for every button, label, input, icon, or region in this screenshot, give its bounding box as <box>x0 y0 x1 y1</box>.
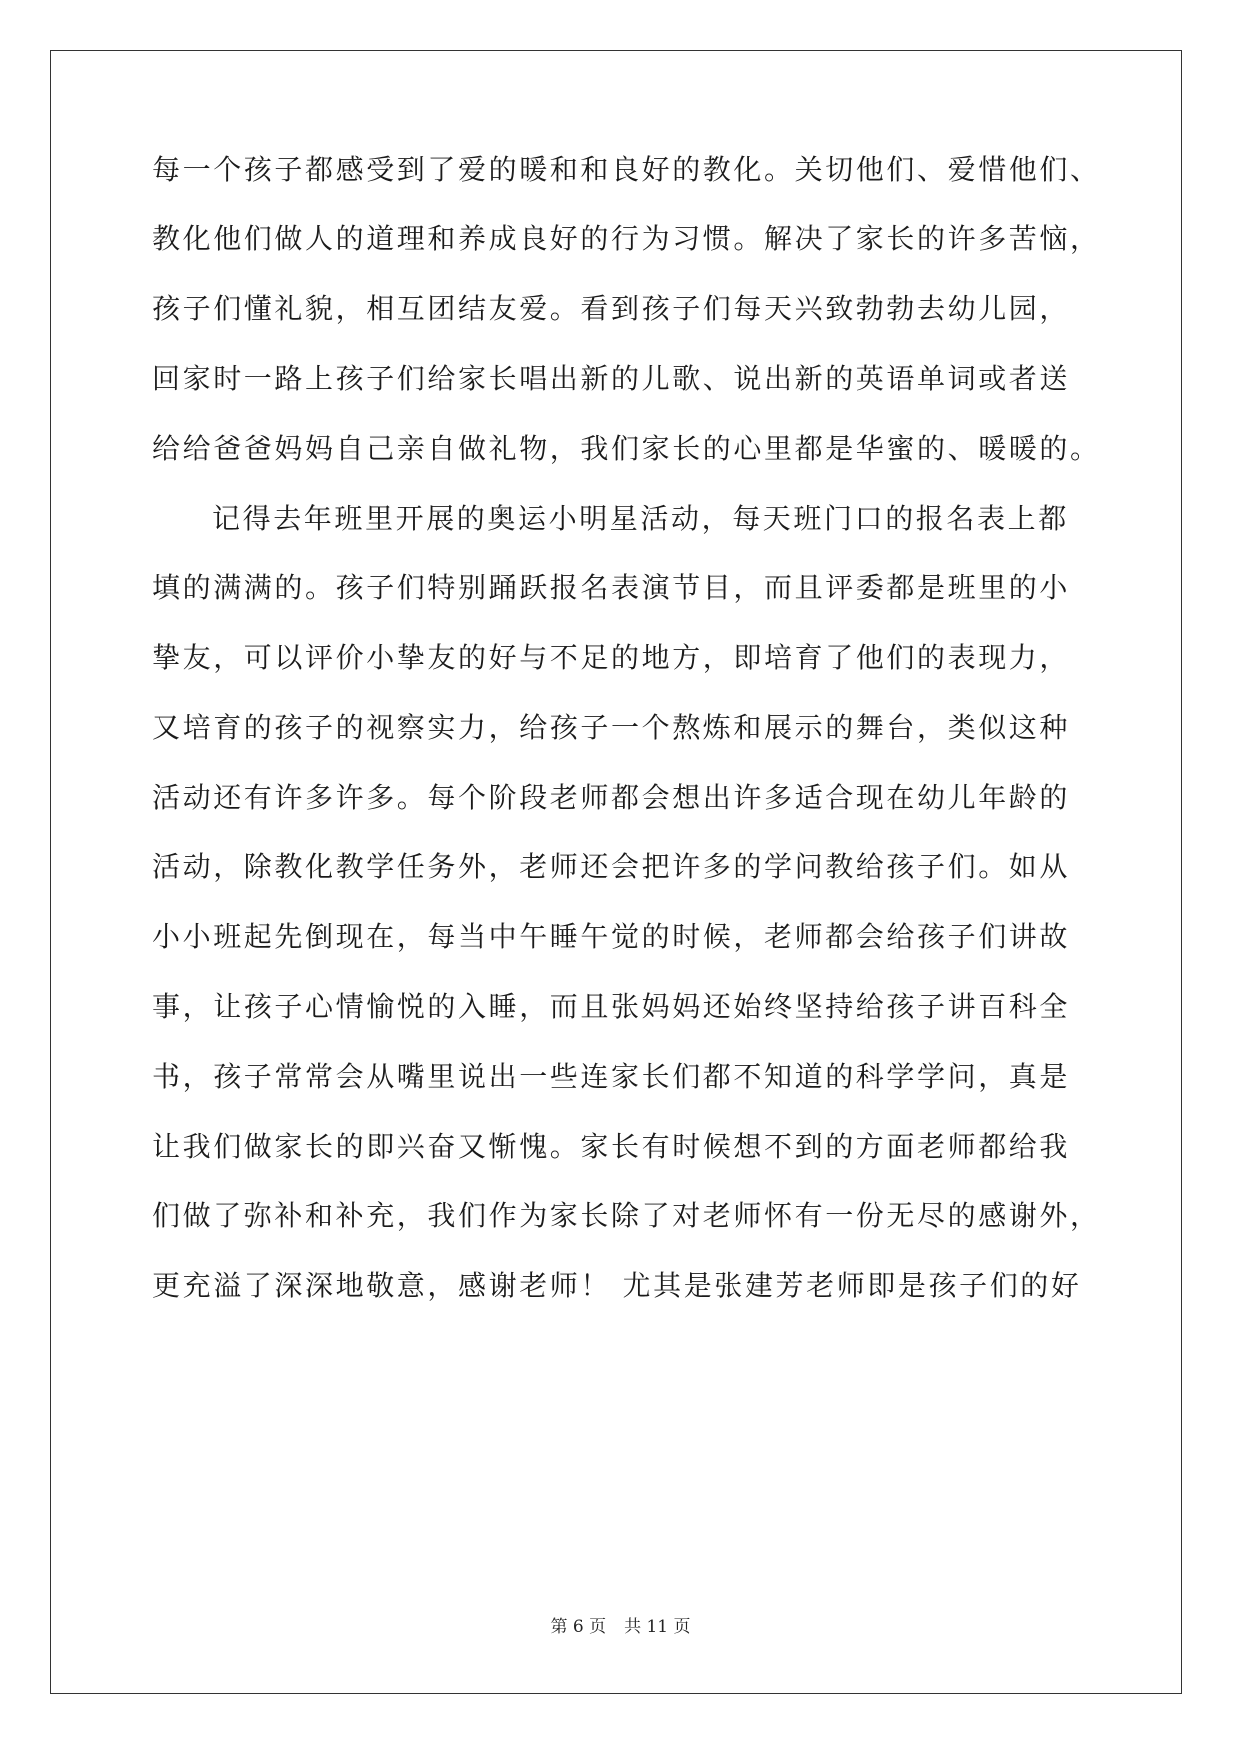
paragraph-first-line: 记得去年班里开展的奥运小明星活动，每天班门口的报名表上都 <box>212 502 1069 535</box>
text-line: 们做了弥补和补充，我们作为家长除了对老师怀有一份无尽的感谢外， <box>152 1199 1101 1232</box>
text-line: 让我们做家长的即兴奋又惭愧。家长有时候想不到的方面老师都给我 <box>152 1130 1071 1163</box>
text-line: 填的满满的。孩子们特别踊跃报名表演节目，而且评委都是班里的小 <box>152 571 1071 604</box>
text-line: 回家时一路上孩子们给家长唱出新的儿歌、说出新的英语单词或者送 <box>152 362 1071 395</box>
text-line: 挚友，可以评价小挚友的好与不足的地方，即培育了他们的表现力， <box>152 641 1071 674</box>
text-line: 小小班起先倒现在，每当中午睡午觉的时候，老师都会给孩子们讲故 <box>152 920 1071 953</box>
text-line: 孩子们懂礼貌，相互团结友爱。看到孩子们每天兴致勃勃去幼儿园， <box>152 292 1071 325</box>
text-line: 每一个孩子都感受到了爱的暖和和良好的教化。关切他们、爱惜他们、 <box>152 153 1101 186</box>
text-line: 更充溢了深深地敬意，感谢老师！ 尤其是张建芳老师即是孩子们的好 <box>152 1269 1082 1302</box>
text-line: 给给爸爸妈妈自己亲自做礼物，我们家长的心里都是华蜜的、暖暖的。 <box>152 432 1101 465</box>
page-number: 第 6 页 <box>550 1617 607 1637</box>
page-footer <box>0 1615 1241 1639</box>
text-line: 又培育的孩子的视察实力，给孩子一个熬炼和展示的舞台，类似这种 <box>152 711 1071 744</box>
text-line: 活动还有许多许多。每个阶段老师都会想出许多适合现在幼儿年龄的 <box>152 781 1071 814</box>
text-line: 书，孩子常常会从嘴里说出一些连家长们都不知道的科学学问，真是 <box>152 1060 1071 1093</box>
page-total: 共 11 页 <box>624 1617 691 1637</box>
text-line: 事，让孩子心情愉悦的入睡，而且张妈妈还始终坚持给孩子讲百科全 <box>152 990 1071 1023</box>
text-line: 活动，除教化教学任务外，老师还会把许多的学问教给孩子们。如从 <box>152 850 1071 883</box>
text-line: 教化他们做人的道理和养成良好的行为习惯。解决了家长的许多苦恼， <box>152 222 1101 255</box>
